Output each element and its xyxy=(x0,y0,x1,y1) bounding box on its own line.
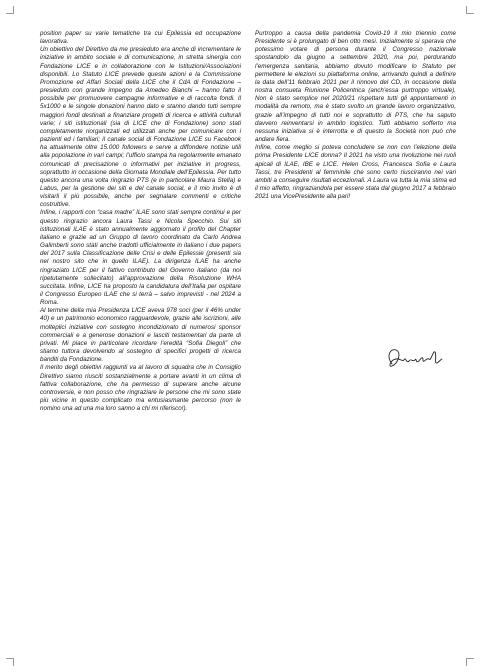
paragraph: Il merito degli obiettivi raggiunti va al lavoro di squadra che in Consiglio Direttivo siamo riusciti sostanzialmente a portare avanti in un clima di fattiva collaborazione, che ha permesso di superare anche alcune controversie, e non posso che ringraziare le persone che mi sono state più vicine in questo complicato ma entusiasmante percorso (non le nomino una ad una ma loro sanno a chi mi riferisco!). xyxy=(40,364,241,413)
right-text-column xyxy=(255,30,456,201)
paragraph: Al termine della mia Presidenza LICE aveva 978 soci (per il 46% under 40) e un patrimonio economico ragguardevole, grazie alle iscrizioni, alle molteplici iniziative con sostegno incondizionato di numerosi sponsor commerciali e a generose donazioni e lasciti testamentari da parte di privati. Mi piace in particolare ricordare l’eredità “Sofia Diegoli” che stiamo tuttora devolvendo al sostegno di specifici progetti di ricerca banditi da Fondazione. xyxy=(40,307,241,364)
paragraph: Infine, come meglio si poteva concludere se non con l’elezione della prima Presidente LICE donna? Il 2021 ha visto una rivoluzione nei ruoli apicali di ILAE, IBE e LICE. Helen Cross, Francesca Sofia e Laura Tassi, tre Presidenti al femminile che sono certo riusciranno nei vari ambiti a conseguire risultati eccezionali. A Laura va tutta la mia stima ed il mio affetto, ringraziandola per essere stata dal giugno 2017 a febbraio 2021 una VicePresidente alla pari! xyxy=(255,144,456,201)
paragraph: Un obiettivo del Direttivo da me presieduto era anche di incrementare le iniziative in ambito sociale e di comunicazione, in stretta sinergia con Fondazione LICE e in collaborazione con le Istituzioni/Associazioni disponibili. Lo Statuto LICE prevede queste azioni e la Commissione Promozione ed Affari Sociali della LICE che il CdA di Fondazione – presieduto con grande impegno da Amedeo Bianchi – hanno fatto il possibile per promuovere campagne informative e di raccolta fondi. Il 5x1000 e le singole donazioni hanno dato e stanno dando tutti sempre maggiori fondi destinati a finanziare progetti di ricerca e attività culturali varie; i siti istituzionali (sia di LICE che di Fondazione) sono stati completamente riorganizzati ed utilizzati anche per comunicare con i pazienti ed i familiari; il canale social di Fondazione LICE su Facebook ha attualmente oltre 15.000 followers e serve a diffondere notizie utili alla popolazione in vari campi; l’ufficio stampa ha regolarmente emanato comunicati di precisazione o informativi per iniziative in progress, soprattutto in occasione della Giornata Mondiale dell’Epilessia. Per tutto questo ancora una volta ringrazio PTS (e in particolare Maura Stella) e Labus, per la gestione dei siti e del canale social, e il mio invito è di visitarli il più possibile, anche per segnalare commenti e critiche costruttive. xyxy=(40,46,241,209)
left-text-column xyxy=(40,30,241,413)
paragraph: position paper su varie tematiche tra cui Epilessia ed occupazione lavorativa. xyxy=(40,30,241,46)
paragraph: Infine, i rapporti con “casa madre” ILAE sono stati sempre continui e per questo ringrazio ancora Laura Tassi e Nicola Specchio. Sui siti istituzionali ILAE è stato annualmente aggiornato il profilo del Chapter italiano e grazie ad un Gruppo di lavoro coordinato da Carlo Andrea Galimberti sono stati anche tradotti ufficialmente in italiano i due papers del 2017 sulla Classificazione delle Crisi e delle Epilessie (presenti sia nel nostro sito che in quello ILAE). La dirigenza ILAE ha anche ringraziato LICE per il fattivo contributo del Governo italiano (da noi ripetutamente sollecitato) all’approvazione della Risoluzione WHA succitata. Infine, LICE ha proposto la candidatura dell’Italia per ospitare il Congresso Europeo ILAE che si terrà – salvo imprevisti - nel 2024 a Roma. xyxy=(40,209,241,307)
handwritten-signature xyxy=(382,344,446,374)
crop-mark-bottom-right xyxy=(466,658,474,666)
crop-mark-top-left xyxy=(6,6,14,14)
paragraph: Purtroppo a causa della pandemia Covid-19 il mio triennio come Presidente si è prolungato di ben otto mesi. Inizialmente si sperava che potessimo votare di persona durante il Congresso nazionale spostandolo da giugno a settembre 2020, ma poi, perdurando l’emergenza sanitaria, abbiamo dovuto modificare lo Statuto per permettere le elezioni su piattaforma online, arrivando quindi a definire la data dell’11 febbraio 2021 per il rinnovo del CD, in occasione della nostra consueta Riunione Policentrica (anch’essa purtroppo virtuale). Non è stato semplice nel 2020/21 rispettare tutti gli appuntamenti in modalità da remoto, ma è stato svolto un grande lavoro organizzativo, grazie all’impegno di tutti noi e soprattutto di PTS, che ha saputo davvero reinventarsi in ambito logistico. Tutti abbiamo sofferto ma nessuna iniziativa si è interrotta e di questo la Società non può che andare fiera. xyxy=(255,30,456,144)
crop-mark-top-right xyxy=(466,6,474,14)
crop-mark-bottom-left xyxy=(6,658,14,666)
